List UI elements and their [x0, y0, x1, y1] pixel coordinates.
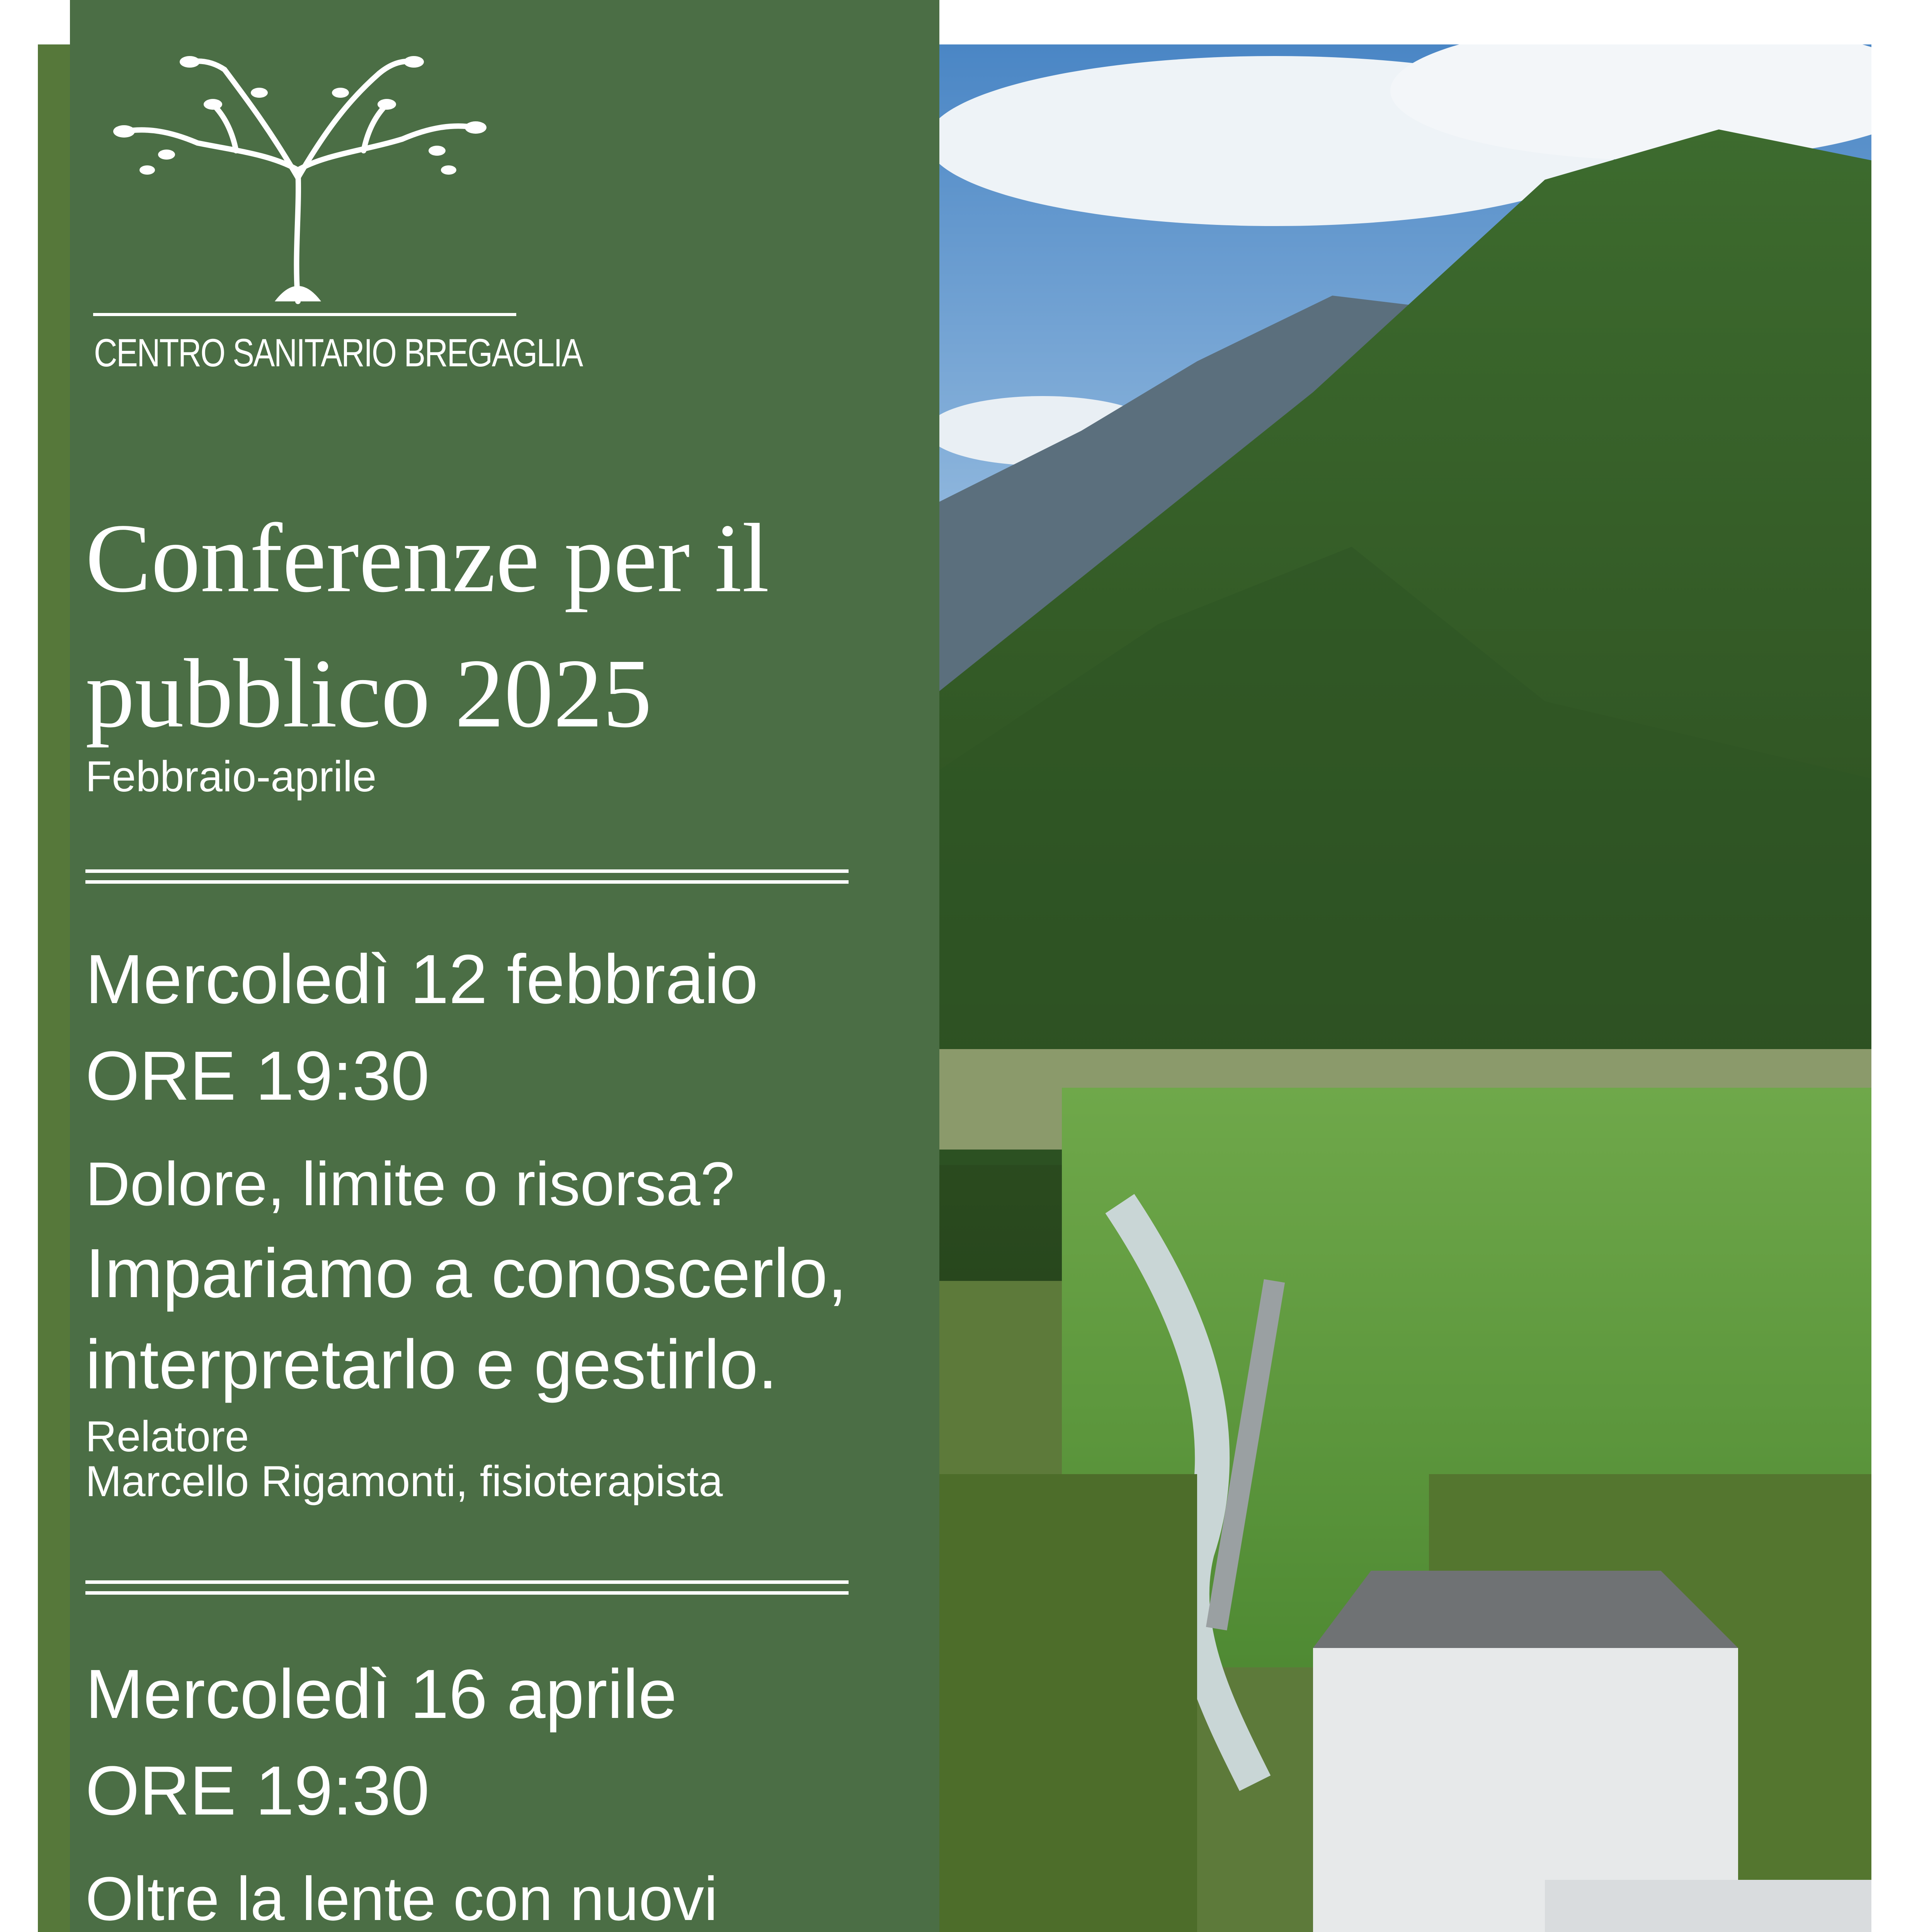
event-topic-title: Dolore, limite o risorsa? — [85, 1149, 735, 1218]
divider-2 — [85, 1580, 849, 1596]
subtitle: Febbraio-aprile — [85, 752, 377, 801]
event-time: ORE 19:30 — [85, 1037, 430, 1115]
title-line-1: Conferenze per il — [85, 504, 769, 613]
info-panel — [70, 0, 939, 1932]
event-topic-line: interpretarlo e gestirlo. — [85, 1326, 777, 1403]
speaker-name: Marcello Rigamonti, fisioterapista — [85, 1457, 723, 1505]
page-title — [85, 491, 936, 761]
logo-name: CENTRO SANITARIO BREGAGLIA — [94, 331, 582, 375]
event-1 — [85, 931, 936, 1504]
event-date: Mercoledì 12 febbraio — [85, 940, 759, 1018]
logo-divider — [93, 313, 516, 316]
tree-icon — [109, 54, 487, 317]
logo — [82, 54, 582, 375]
title-line-2: pubblico 2025 — [85, 639, 652, 748]
event-time: ORE 19:30 — [85, 1752, 430, 1830]
event-topic-title: Oltre la lente con nuovi — [85, 1864, 718, 1932]
event-date: Mercoledì 16 aprile — [85, 1655, 677, 1733]
event-2 — [85, 1646, 936, 1932]
speaker-label: Relatore — [85, 1412, 249, 1461]
event-topic-line: Impariamo a conoscerlo, — [85, 1235, 847, 1312]
divider-1 — [85, 869, 849, 885]
